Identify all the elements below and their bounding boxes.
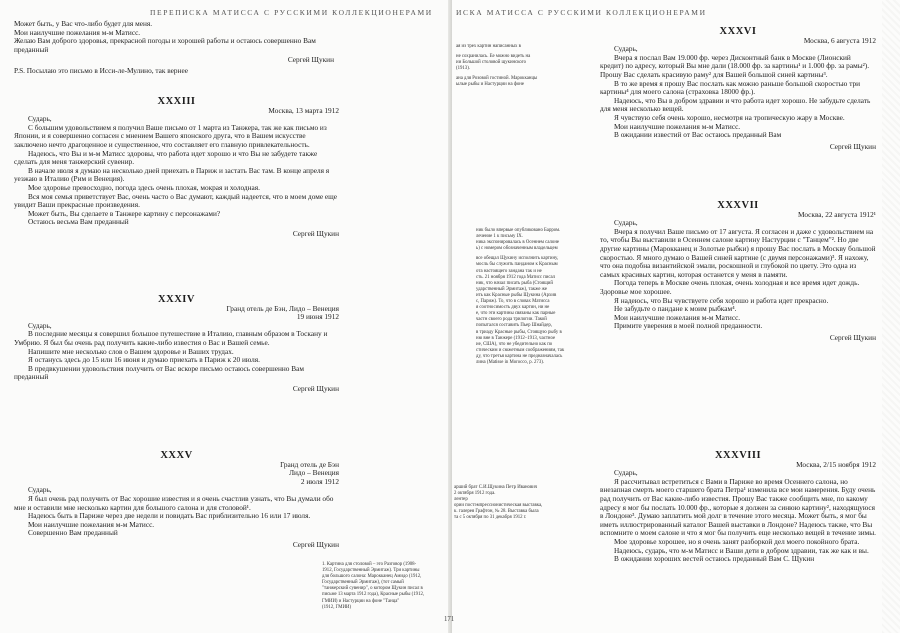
paragraph: Погода теперь в Москве очень плохая, очень холодная и все время идет дождь. Здоровье мое хорошее. bbox=[600, 278, 860, 296]
footnote-line: стическим и сюжетным соображениям, так bbox=[476, 347, 565, 353]
footnote-line: для большого салона: Марокканец Амидо (1912, bbox=[322, 574, 422, 580]
paragraph: Напишите мне несколько слов о Вашем здоровье и Ваших трудах. bbox=[28, 346, 234, 356]
footnote-line: все обещал Щукину исполнить картину, bbox=[476, 256, 559, 262]
signature: Сергей Щукин bbox=[287, 55, 334, 65]
paragraph: Вся моя семья приветствует Вас, очень часто о Вас думают, каждый надеется, что в моем доме еще увидит Ваши прекрасные произведения. bbox=[14, 191, 338, 210]
footnote-line: ылые рыбы и Настурции на фоне bbox=[456, 82, 524, 88]
letter-place: Гранд отель де Бэн bbox=[280, 459, 339, 469]
footnote-line: ота настоящего зандана так и не bbox=[476, 268, 542, 274]
footnote-line: ории постэмпрессионистическая выставка, bbox=[454, 503, 543, 509]
footnote-line: письме 13 марта 1912 года), Красные рыбы (1912, bbox=[322, 592, 425, 598]
footnote-line: 2 октября 1912 года. bbox=[454, 491, 496, 497]
footnote-line: лечение 1 к письму IX. bbox=[476, 234, 523, 240]
letter-35 bbox=[14, 452, 339, 550]
paragraph: Мои наилучшие пожелания м-м Матисс. bbox=[614, 312, 741, 322]
footnote-line: ии Большой столовой щукинского bbox=[456, 60, 526, 66]
footnote-line: арший брат С.И.Щукина Петр Иванович bbox=[454, 485, 538, 490]
footnotes-bottom-left bbox=[322, 562, 448, 611]
paragraph: С большим удовольствием я получил Ваше письмо от 1 марта из Танжера, так же как письмо из Японии, и я совершенно согласен с мнением Вашего японского друга, что в Вашем искусстве заключено нечто драгоценное и существенное, что составляет его главную привлекательность. bbox=[14, 122, 327, 149]
footnotes-bottom-right bbox=[454, 485, 582, 522]
paragraph: Примите уверения в моей полной преданности. bbox=[614, 321, 763, 331]
right-page bbox=[444, 0, 900, 633]
footnote-line: попытался составить Пьер Шнайдер, bbox=[476, 323, 553, 329]
text-line: Мои наилучшие пожелания м-м Матисс. bbox=[14, 27, 141, 37]
paragraph: Я рассчитывал встретиться с Вами в Париже во время Осеннего салона, но внезапная смерть моего старшего брата Петра¹ изменила все мои намерения. Буду очень рад получить от Вас какие-либо известия. Прошу Вас также сообщить мне, по какому адресу я мог бы послать 10.000 фр., которые я должен за синюю картину², находящуюся в Лондоне³. Думаю заплатить мой долг в течение этого месяца. Может быть, я мог бы иметь иллюстрированный каталог Вашей выставки в Лондоне? Надеюсь также, что Вы вспомните о моем салоне и что я мог бы получить еще несколько вещей в течение зимы. bbox=[600, 476, 876, 538]
letter-place-date: Москва, 2/15 ноября 1912 bbox=[796, 459, 876, 469]
greeting: Сударь, bbox=[28, 320, 52, 330]
paragraph: Остаюсь весьма Вам преданный bbox=[28, 217, 129, 227]
footnote-line: ГМИИ) и Настурции на фоне "Танца" bbox=[322, 598, 400, 604]
signature: Сергей Щукин bbox=[292, 383, 339, 393]
footnote-line: к. галерея Графтон, № 28. Выставка была bbox=[454, 509, 539, 515]
signature: Сергей Щукин bbox=[829, 332, 876, 342]
paragraph: В начале июля я думаю на несколько дней приехать в Париж и застать Вас там. В конце апреля я уезжаю в Италию (Рим и Венеция). bbox=[14, 165, 330, 184]
paragraph: Вчера я послал Вам 19.000 фр. через Дисконтный банк в Москве (Лионский кредит) по адресу, который Вы мне дали (18.000 фр. за картины¹ и 1.000 фр. за рамы²). Прошу Вас сделать красивую раму² для Вашей большой синей картины³. bbox=[600, 52, 870, 79]
paragraph: Мое здоровье превосходно, погода здесь очень плохая, мокрая и холодная. bbox=[28, 182, 260, 192]
letter-32-ending bbox=[14, 20, 334, 76]
page-edge-texture bbox=[882, 0, 900, 633]
letter-place-date: Москва, 13 марта 1912 bbox=[268, 105, 339, 115]
footnote-line: ие, США), что не убедительно как по bbox=[476, 341, 553, 347]
footnote-line: та с 5 октября по 31 декабря 1912 г. bbox=[454, 515, 527, 521]
paragraph: Я останусь здесь до 15 или 16 июня и думаю приехать в Париж к 20 июля. bbox=[28, 355, 260, 365]
greeting: Сударь, bbox=[28, 485, 52, 495]
footnote-line: ню вне в Танжере (1912–1913, частное bbox=[476, 335, 556, 341]
footnote-line: Государственный Эрмитаж), (тот самый bbox=[322, 580, 404, 586]
letter-37 bbox=[600, 202, 876, 343]
running-header: ПЕРЕПИСКА МАТИССА С РУССКИМИ КОЛЛЕКЦИОНЕРАМИ bbox=[150, 8, 433, 17]
letter-number: XXXVIII bbox=[714, 450, 762, 461]
signature: Сергей Щукин bbox=[292, 228, 339, 238]
paragraph: Я надеюсь, что Вы чувствуете себя хорошо и работа идет прекрасно. bbox=[614, 295, 829, 305]
footnote-line: 1. Картина для столовой – это Разговор (1908- bbox=[322, 562, 417, 567]
greeting: Сударь, bbox=[28, 114, 52, 124]
footnote-line: лина (Matisse in Morocco, p. 273). bbox=[476, 359, 545, 365]
paragraph: В предвкушении удовольствия получить от Вас вскоре письмо остаюсь совершенно Вам преданный bbox=[14, 363, 304, 382]
footnote-line: в триаду Красные рыбы, Стоящую рыбу в bbox=[476, 329, 562, 335]
signature: Сергей Щукин bbox=[829, 141, 876, 151]
footnote-line: ана для Розовой гостиной. Марокканцы bbox=[456, 76, 538, 82]
paragraph: Мое здоровье хорошее, но я очень занят разборкой дел моего покойного брата. bbox=[614, 536, 860, 546]
letter-36 bbox=[600, 28, 876, 151]
footnote-line: с, Париж). То, что в словах Матисса bbox=[476, 299, 550, 305]
letter-place-date: Москва, 6 августа 1912 bbox=[803, 35, 876, 45]
text-line: Желаю Вам доброго здоровья, прекрасной погоды и хорошей работы и остаюсь совершенно Вам преданный bbox=[14, 36, 316, 54]
footnote-line: мосль бы служить панданом к Красным bbox=[476, 262, 558, 268]
paragraph: Мои наилучшие пожелания м-м Матисс. bbox=[28, 519, 155, 529]
paragraph: Надеюсь, что Вы в добром здравии и что работа идет хорошо. Не забудьте сделать для меня несколько вещей. bbox=[600, 95, 871, 114]
greeting: Сударь, bbox=[614, 218, 638, 228]
greeting: Сударь, bbox=[614, 44, 638, 54]
footnote-line: ударственный Эрмитаж), также же bbox=[476, 286, 548, 292]
footnote-line: ника экспонировалась в Осеннем салоне bbox=[476, 240, 560, 246]
footnote-line: е, что эти картины связаны как парные bbox=[476, 311, 556, 317]
paragraph: Я чувствую себя очень хорошо, несмотря на тропическую жару в Москве. bbox=[614, 112, 845, 122]
paragraph: Надеюсь быть в Париже через две недели и повидать Вас приблизительно 16 или 17 июля. bbox=[28, 511, 311, 521]
paragraph: В последние месяцы я совершил большое путешествие в Италию, главным образом в Тоскану и Умбрию. Я был бы очень рад получить какие-либо известия о Вас и Вашей семье. bbox=[14, 329, 328, 347]
page-number: 171 bbox=[444, 616, 455, 623]
paragraph: В ожидании хороших вестей остаюсь преданный Вам С. Щукин bbox=[614, 554, 815, 564]
paragraph: Мои наилучшие пожелания м-м Матисс. bbox=[614, 121, 741, 131]
letter-place: Гранд отель де Бэн, Лидо – Венеция bbox=[226, 303, 339, 313]
footnote-line: "танжерский сувенир", о котором Щукин писал в bbox=[322, 586, 423, 592]
footnote-line: (1913). bbox=[456, 66, 470, 72]
footnote-line: лентер bbox=[454, 497, 468, 503]
footnote-line: частн своего рода трилогии. Такой bbox=[476, 317, 547, 323]
letter-number: XXXV bbox=[160, 450, 193, 461]
running-header: ИСКА МАТИССА С РУССКИМИ КОЛЛЕКЦИОНЕРАМИ bbox=[456, 8, 707, 17]
paragraph: В ожидании известий от Вас остаюсь преданный Вам bbox=[614, 130, 782, 140]
footnote-line: (1912, ГМИИ) bbox=[322, 604, 352, 610]
footnote-line: ить как Красные рыбы Щукина (Архив bbox=[476, 292, 557, 298]
letter-place-2: Лидо – Венеция bbox=[289, 468, 339, 478]
letter-33 bbox=[14, 98, 339, 239]
letter-date: 2 июля 1912 bbox=[300, 476, 339, 486]
paragraph: Может быть, Вы сделаете в Танжере картину с персонажами? bbox=[28, 208, 221, 218]
paragraph: Надеюсь, что Вы и м-м Матисс здоровы, что работа идет хорошо и что Вы не забудете также сделать для меня танжерский сувенир. bbox=[14, 148, 318, 167]
paragraph: Совершенно Вам преданный bbox=[28, 528, 118, 538]
footnote-line: я соотносимость двух картин, ни не bbox=[476, 305, 550, 311]
greeting: Сударь, bbox=[614, 468, 638, 478]
paragraph: Надеюсь, сударь, что м-м Матисс и Ваши дети в добром здравии, так же как и вы. bbox=[614, 545, 869, 555]
footnote-line: 1912, Государственный Эрмитаж). Три картины bbox=[322, 568, 420, 574]
letter-number: XXXIV bbox=[158, 294, 195, 305]
paragraph: Я был очень рад получить от Вас хорошие известия и я очень счастлив узнать, что Вы думали обо мне и оставили мне несколько картин для большого салона и для столовой¹. bbox=[14, 493, 334, 512]
letter-38 bbox=[600, 452, 876, 564]
footnote-line: ая из трех картин написанных в bbox=[456, 44, 521, 49]
footnote-line: ь) с номером обозначенным владельцем bbox=[476, 246, 558, 252]
footnote-line: ник было впервые опубликовано Барром. bbox=[476, 228, 561, 233]
signature: Сергей Щукин bbox=[292, 539, 339, 549]
paragraph: Вчера я получил Ваше письмо от 17 августа. Я согласен и даже с удовольствием на то, чтобы Вы выставили в Осеннем салоне картину Настурции с "Танцем"². Но две другие картины (Марокканец и Золотые рыбки) я прошу Вас послать в Москву большой скоростью. Я много думаю о Вашей синей картине (с двумя персонажами)³. Я нахожу, что она подобна византийской эмали, роскошной и глубокой по цвету. Это одна из самых красивых картин, которая останется у меня в памяти. bbox=[600, 226, 876, 279]
text-line: Может быть, у Вас что-либо будет для меня. bbox=[14, 19, 153, 28]
letter-number: XXXVII bbox=[717, 200, 759, 211]
paragraph: В то же время я прошу Вас послать как можно раньше большой скоростью три картины⁴ для моего салона (страховка 18000 фр.). bbox=[600, 78, 861, 97]
footnote-line: ду, что третья картина не предназначалась bbox=[476, 353, 563, 359]
paragraph: Не забудьте о пандане к моим рыбкам⁴. bbox=[614, 304, 737, 314]
letter-date: 19 июня 1912 bbox=[296, 312, 339, 322]
letter-number: XXXVI bbox=[719, 26, 757, 37]
letter-34 bbox=[14, 296, 339, 394]
letter-place-date: Москва, 22 августа 1912¹ bbox=[798, 209, 876, 219]
footnote-line: сть. 21 ноября 1912 года Матисс писал bbox=[476, 274, 556, 280]
footnote-line: ник, что начал писать рыба (Стоящий bbox=[476, 280, 553, 286]
postscript: P.S. Посылаю это письмо в Исси-ле-Мулино, так вернее bbox=[14, 65, 188, 75]
letter-number: XXXIII bbox=[157, 96, 196, 107]
footnotes-middle bbox=[476, 228, 586, 366]
footnote-line: не сохранилась. Ее можно видеть на bbox=[456, 54, 531, 60]
footnotes-top bbox=[456, 44, 584, 89]
